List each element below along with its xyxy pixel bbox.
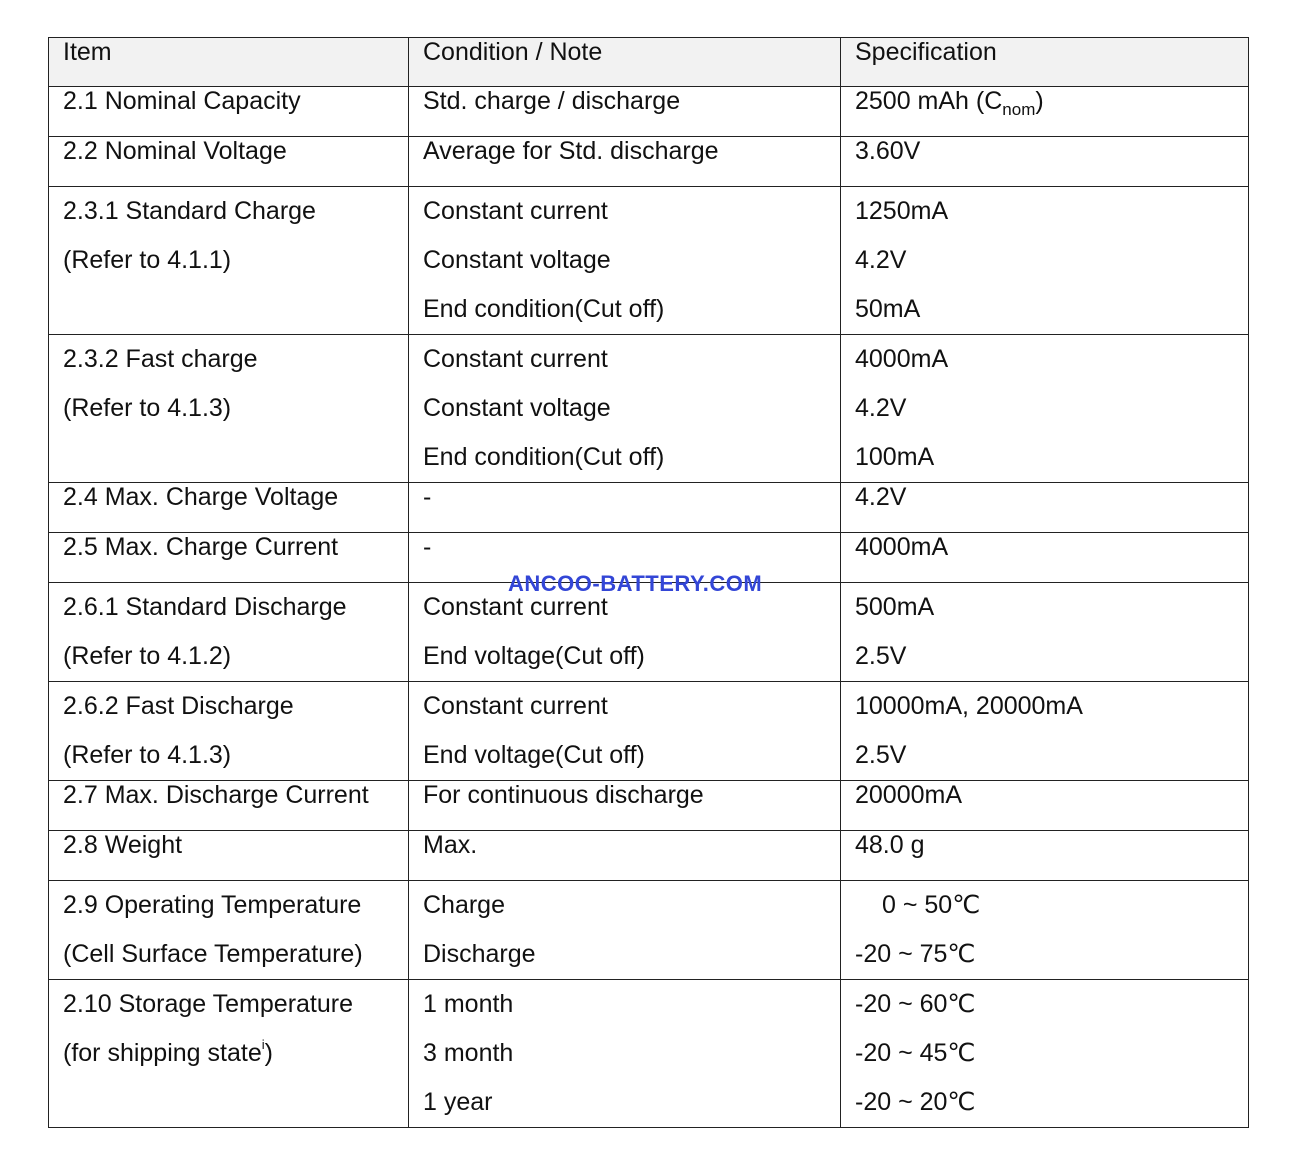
header-condition: Condition / Note	[409, 38, 841, 87]
condition-cell: Max.	[409, 831, 841, 881]
spec-cell	[841, 980, 1249, 1128]
watermark: ANCOO-BATTERY.COM	[508, 571, 763, 596]
item-cell: 2.8 Weight	[49, 831, 409, 881]
item-line: 2.3.2 Fast charge	[63, 345, 258, 373]
condition-cell	[409, 187, 841, 335]
item-line: 2.9 Operating Temperature	[63, 891, 362, 919]
condition-cell: -	[409, 483, 841, 533]
item-cell	[49, 881, 409, 980]
condition-line: Constant current	[423, 692, 608, 720]
condition-line: Constant voltage	[423, 246, 611, 274]
condition-cell	[409, 682, 841, 781]
condition-cell: Average for Std. discharge	[409, 137, 841, 187]
spec-cell	[841, 335, 1249, 483]
table-row	[49, 483, 1249, 533]
header-item: Item	[49, 38, 409, 87]
spec-line: 100mA	[855, 443, 935, 471]
table-row	[49, 980, 1249, 1128]
table-row	[49, 187, 1249, 335]
table-row	[49, 682, 1249, 781]
condition-line: 3 month	[423, 1039, 514, 1067]
condition-cell: Std. charge / discharge	[409, 87, 841, 137]
item-cell	[49, 980, 409, 1128]
condition-line: End voltage(Cut off)	[423, 741, 645, 769]
spec-line: -20 ~ 60℃	[855, 990, 976, 1018]
item-line: 2.3.1 Standard Charge	[63, 197, 316, 225]
condition-line: 1 year	[423, 1088, 493, 1116]
item-cell: 2.7 Max. Discharge Current	[49, 781, 409, 831]
item-cell	[49, 682, 409, 781]
spec-cell: 3.60V	[841, 137, 1249, 187]
item-cell	[49, 187, 409, 335]
item-cell: 2.5 Max. Charge Current	[49, 533, 409, 583]
header-specification: Specification	[841, 38, 1249, 87]
item-line-end: )	[264, 1039, 273, 1067]
spec-cell	[841, 187, 1249, 335]
item-cell: 2.4 Max. Charge Voltage	[49, 483, 409, 533]
spec-value: 2500 mAh (C	[855, 87, 1003, 115]
spec-cell: 48.0 g	[841, 831, 1249, 881]
condition-line: Constant current	[423, 197, 608, 225]
spec-line: 1250mA	[855, 197, 949, 225]
spec-line: 4.2V	[855, 246, 907, 274]
item-line	[63, 1029, 394, 1078]
spec-line: -20 ~ 20℃	[855, 1088, 976, 1116]
table-row	[49, 335, 1249, 483]
spec-line: 2.5V	[855, 741, 907, 769]
item-cell: 2.1 Nominal Capacity	[49, 87, 409, 137]
spec-cell: 20000mA	[841, 781, 1249, 831]
spec-line: 50mA	[855, 295, 921, 323]
condition-cell	[409, 980, 841, 1128]
condition-cell	[409, 881, 841, 980]
condition-line: Charge	[423, 891, 505, 919]
spec-line: 0 ~ 50℃	[882, 891, 981, 919]
item-line: (Refer to 4.1.3)	[63, 741, 232, 769]
item-line: 2.6.2 Fast Discharge	[63, 692, 294, 720]
condition-cell	[409, 583, 841, 682]
item-line: 2.6.1 Standard Discharge	[63, 593, 347, 621]
condition-line: End condition(Cut off)	[423, 443, 665, 471]
spec-cell: 4000mA	[841, 533, 1249, 583]
item-cell	[49, 583, 409, 682]
table-row	[49, 87, 1249, 137]
spec-cell: 4.2V	[841, 483, 1249, 533]
spec-line: 4.2V	[855, 394, 907, 422]
item-line: (Refer to 4.1.1)	[63, 246, 232, 274]
spec-line: -20 ~ 75℃	[855, 940, 976, 968]
table-row	[49, 137, 1249, 187]
spec-cell	[841, 87, 1249, 137]
spec-line: 2.5V	[855, 642, 907, 670]
item-line: 2.10 Storage Temperature	[63, 990, 354, 1018]
spec-cell	[841, 583, 1249, 682]
condition-line: End condition(Cut off)	[423, 295, 665, 323]
condition-line: 1 month	[423, 990, 514, 1018]
item-cell: 2.2 Nominal Voltage	[49, 137, 409, 187]
spec-subscript: nom	[1002, 100, 1036, 119]
item-line: (Refer to 4.1.2)	[63, 642, 232, 670]
spec-line: -20 ~ 45℃	[855, 1039, 976, 1067]
condition-line: Discharge	[423, 940, 536, 968]
item-line-text: (for shipping state	[63, 1039, 262, 1067]
spec-cell	[841, 881, 1249, 980]
condition-line: End voltage(Cut off)	[423, 642, 645, 670]
spec-value-end: )	[1035, 87, 1044, 115]
table-row	[49, 831, 1249, 881]
table-row	[49, 583, 1249, 682]
item-cell	[49, 335, 409, 483]
condition-line: Constant voltage	[423, 394, 611, 422]
spec-line: 4000mA	[855, 345, 949, 373]
spec-line: 500mA	[855, 593, 935, 621]
table-header-row	[49, 38, 1249, 87]
condition-line: Constant current	[423, 593, 608, 621]
condition-cell: -	[409, 533, 841, 583]
item-line: (Refer to 4.1.3)	[63, 394, 232, 422]
condition-cell: For continuous discharge	[409, 781, 841, 831]
spec-cell	[841, 682, 1249, 781]
table-row	[49, 881, 1249, 980]
condition-line: Constant current	[423, 345, 608, 373]
table-row	[49, 781, 1249, 831]
condition-cell	[409, 335, 841, 483]
item-line: (Cell Surface Temperature)	[63, 940, 363, 968]
footnote-marker: i	[261, 1037, 265, 1052]
spec-line: 10000mA, 20000mA	[855, 692, 1083, 720]
